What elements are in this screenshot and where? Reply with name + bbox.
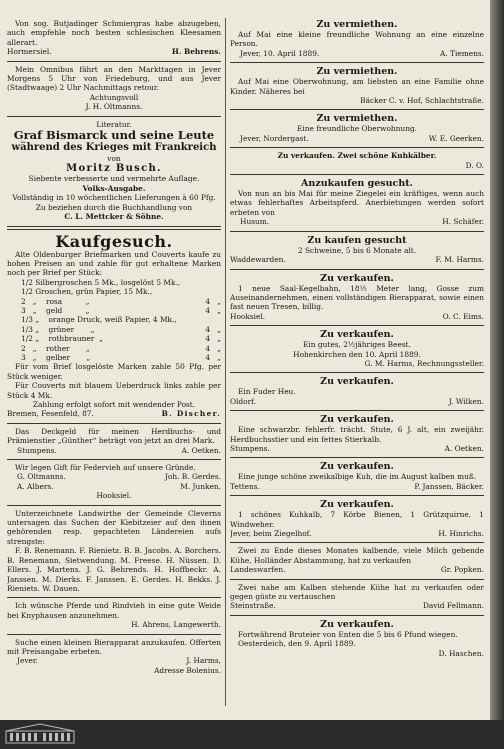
separator [230, 147, 484, 148]
viewer-footer [0, 720, 504, 749]
ad-signature: F. M. Harms. [435, 255, 484, 265]
price-item: 1/3 „ grüner „ [21, 324, 95, 334]
ad-place: Steinstraße. [230, 601, 276, 611]
ad-schweine [230, 234, 484, 267]
price-row [7, 297, 221, 306]
ad-signature: H. Hinrichs. [438, 529, 484, 538]
price-value: 4 „ [205, 352, 221, 362]
ad-date: Hohenkirchen den 10. April 1889. [293, 349, 421, 359]
page-edge-shadow [490, 0, 504, 720]
ad-signature: H. Schäfer. [442, 217, 484, 227]
book-line1: Vollständig in 10 wöchentlichen Lieferungen à 60 Pfg. [12, 193, 216, 203]
ad-text-2: Für vom Brief losgelöste Marken zahle 50 Pfg. per Stück weniger. [7, 362, 221, 381]
ad-signature: W. E. Geerken. [428, 133, 484, 143]
price-row [7, 344, 221, 353]
book-dealer: C. L. Mettcker & Söhne. [64, 212, 164, 222]
ad-place: Jever, beim Ziegelhof. [230, 529, 312, 538]
ad-signature: Joh. B. Gerdes. [164, 472, 221, 482]
ad-heading: Zu verkaufen. [320, 499, 394, 511]
ad-kuhkaelber [230, 150, 484, 172]
price-item: 1/2 Silbergroschen 5 Mk., losgelöst 5 Mk., [21, 277, 181, 287]
price-row [7, 334, 221, 343]
ad-signatures: F. B. Renemann. F. Rienietz. B. B. Jacobs. A. Borchers. B. Renemann, Sietwendung. M. Freese. H. Nüssen. D. Ellers. J. Martens. J. G. Behrends. H. Hoffbeckr. A. Janssen. M. Dierks. F. Janssen. E. Gerdes. H. Bekks. J. Rieniets. W. Dauen. [7, 546, 221, 593]
ad-text: Eine junge schöne zweikalbige Kuh, die im August kalben muß. [238, 472, 477, 482]
separator [7, 423, 221, 424]
ad-verm1 [230, 18, 484, 60]
ad-heading: Zu vermiethen. [316, 66, 398, 78]
ad-heu [230, 375, 484, 408]
separator [7, 459, 221, 460]
ad-text: Fortwährend Bruteier von Enten die 5 bis 6 Pfund wiegen. [238, 629, 458, 639]
price-item: 2 „ rosa „ [21, 296, 90, 306]
separator [230, 372, 484, 373]
ad-signature: D. Haschen. [438, 648, 484, 658]
ad-signature: A. Oetken. [181, 445, 221, 455]
ad-text: Das Deckgeld für meinen Herdbuchs- und Prämienstier „Günther“ beträgt von jetzt an drei Mark. [7, 426, 221, 446]
ad-kuhkalb [230, 498, 484, 540]
ad-closing: Achtungsvoll [89, 92, 139, 102]
ad-bierapparat [7, 637, 221, 678]
ad-text-4: Zahlung erfolgt sofort mit wendender Post. [32, 400, 196, 409]
ad-heading: Zu verkaufen. [320, 329, 394, 341]
price-value: 4 „ [205, 334, 221, 344]
ad-text: Zwei nahe am Kalben stehende Kühe hat zu verkaufen oder gegen güste zu vertauschen [230, 582, 484, 602]
price-item: 1/2 Groschen, grün Papier, 15 Mk., [21, 287, 153, 297]
book-subtitle: während des Krieges mit Frankreich [11, 142, 217, 154]
ad-text: 1 schönes Kuhkalb, 7 Körbe Bienen, 1 Grützquirne, 1 Windweher. [230, 510, 484, 529]
ad-heading: Zu verkaufen. [320, 461, 394, 473]
ad-bismarck [7, 119, 221, 224]
ad-text: Zu verkaufen. Zwei schöne Kuhkälber. [277, 151, 437, 161]
ad-signature: A. Oetken. [444, 443, 484, 453]
ad-place: Hooksiel. [96, 491, 132, 501]
ad-text: Ein gutes, 2½jähriges Beest. [303, 340, 411, 350]
ad-kaufgesuch [7, 232, 221, 421]
ad-signature: H. Ahrens, Langewerth. [131, 620, 221, 630]
ad-text: Von nun an bis Mai für meine Ziegelei ein kräftiges, wenn auch etwas fehlerhaftes Arbeitspferd. Anerbietungen werden sofort erbeten von [230, 189, 484, 217]
ad-text: Unterzeichnete Landwirthe der Gemeinde Cleverns untersagen das Suchen der Kiebitzeier auf den ihnen gehörenden resp. gepachteten Ländereien aufs strengste: [7, 508, 221, 546]
separator [230, 579, 484, 580]
ad-text: Ich wünsche Pferde und Rindvieh in eine gute Weide bei Knyphausen anzunehmen. [7, 601, 221, 620]
ad-place: Waddewarden. [230, 255, 286, 265]
ad-stute [230, 413, 484, 455]
ad-vieh [7, 600, 221, 631]
separator [230, 495, 484, 496]
ad-verm3 [230, 112, 484, 145]
ad-signature: G. Oltmanns. [17, 472, 66, 482]
separator [230, 231, 484, 232]
separator [230, 109, 484, 110]
ad-place: Oldorf. [230, 396, 256, 406]
ad-signature: J. H. Oltmanns. [85, 102, 143, 112]
ad-text: Zwei zu Ende dieses Monates kalbende, viele Milch gebende Kühe, Holländer Abstammung, hat zu verkaufen [230, 546, 484, 565]
separator [230, 174, 484, 175]
ad-signature: David Fellmann. [422, 601, 484, 611]
price-row [7, 315, 221, 324]
ad-kalbern [230, 582, 484, 613]
ad-verm2 [230, 65, 484, 107]
ad-signature: P. Janssen, Bäcker. [414, 481, 484, 491]
ad-place: Hooksiel. [230, 311, 266, 321]
ad-signature: A. Albers. [17, 481, 54, 491]
ad-signature: J. Wilken. [448, 396, 484, 406]
ad-text: Eine schwarzbr. fehlerfr. trächt. Stute, 6 J. alt, ein zweijähr. Herdbuchsstier und ein fettes Stierkalb. [230, 425, 484, 444]
ad-heading: Kaufgesuch. [55, 231, 173, 251]
ad-gift [7, 462, 221, 503]
separator [230, 615, 484, 616]
ad-signature: Bäcker C. v. Hof, Schlachtstraße. [360, 96, 484, 106]
column-divider [225, 18, 226, 706]
ad-place: Stumpens. [230, 443, 270, 453]
ad-text: Mein Omnibus fährt an den Markttagen in Jever Morgens 5 Uhr von Friedeburg, und aus Jever (Stadtwaage) 2 Uhr Nachmittags retour. [7, 64, 221, 93]
price-row [7, 287, 221, 296]
ad-signature: O. C. Eims. [442, 311, 484, 321]
ad-heading: Anzukaufen gesucht. [301, 178, 413, 190]
ad-place: Husum. [240, 217, 270, 227]
ad-place: Stumpens. [17, 445, 57, 455]
price-row [7, 278, 221, 287]
ad-heading: Zu verkaufen. [320, 618, 394, 630]
ad-kegelbahn [230, 272, 484, 324]
separator [7, 597, 221, 598]
ad-signature: H. Behrens. [171, 47, 221, 57]
ad-place: Jever. [17, 656, 38, 666]
double-separator [7, 226, 221, 230]
separator [7, 634, 221, 635]
right-column [230, 18, 484, 708]
ad-heading: Zu verkaufen. [320, 414, 394, 426]
library-building-icon [4, 723, 76, 745]
ad-quene [230, 460, 484, 493]
book-author: Moritz Busch. [66, 162, 162, 174]
separator [7, 505, 221, 506]
ad-place: Tettens. [230, 481, 260, 491]
separator [230, 542, 484, 543]
ad-text: Suche einen kleinen Bierapparat anzukaufen. Offerten mit Preisangabe erbeten. [7, 637, 221, 656]
ad-beest [230, 328, 484, 370]
price-value: 4 „ [205, 343, 221, 353]
price-item: 1/2 „ rothbrauner „ [21, 334, 103, 344]
ad-schmiergras [7, 18, 221, 59]
separator [7, 116, 221, 117]
ad-place: Hormersiel. [7, 47, 52, 57]
ad-heading: Zu kaufen gesucht [307, 234, 407, 246]
separator [230, 410, 484, 411]
ad-anzukaufen [230, 177, 484, 229]
separator [7, 61, 221, 62]
price-row [7, 325, 221, 334]
price-item: 3 „ gelber „ [21, 352, 91, 362]
ad-place: Jever, Nordergast. [240, 133, 309, 143]
price-item: 2 „ rother „ [21, 343, 90, 353]
ad-milch [230, 545, 484, 576]
book-edition: Siebente verbesserte und vermehrte Auflage. [28, 174, 200, 184]
price-list [7, 278, 221, 363]
book-volksausgabe: Volks-Ausgabe. [82, 183, 146, 193]
separator [230, 62, 484, 63]
ad-kiebitz [7, 508, 221, 596]
ad-heading: Zu verkaufen. [320, 272, 394, 284]
ad-omnibus [7, 64, 221, 114]
ad-signature: B. Discher. [161, 409, 221, 419]
ad-heading: Zu vermiethen. [316, 19, 398, 30]
book-line2: Zu beziehen durch die Buchhandlung von [35, 202, 193, 212]
separator [230, 269, 484, 270]
ad-heading: Zu vermiethen. [316, 113, 398, 125]
ad-enten [230, 618, 484, 660]
price-value: 4 „ [205, 305, 221, 315]
ad-text: 2 Schweine, 5 bis 6 Monate alt. [297, 245, 417, 255]
book-title: Graf Bismarck und seine Leute [13, 128, 215, 143]
ad-signature: A. Tiemens. [440, 48, 484, 58]
ad-signature: D. O. [465, 160, 484, 170]
ad-text: Ein Fuder Heu. [238, 387, 296, 397]
ad-signature: M. Junken. [180, 481, 221, 491]
price-value: 4 „ [205, 296, 221, 306]
separator [230, 325, 484, 326]
left-column [7, 18, 221, 708]
separator [230, 457, 484, 458]
ad-heading: Zu verkaufen. [320, 376, 394, 388]
price-value: 4 „ [205, 324, 221, 334]
ad-signature: G. M. Harms, Rechnungssteller. [364, 358, 484, 368]
ad-text: Von sog. Butjadinger Schmiergras habe abzugeben, auch empfehle noch besten schlesischen Kleesamen allerart. [7, 19, 221, 47]
ad-deckgeld [7, 426, 221, 457]
price-item: 1/3 „ orange Druck, weiß Papier, 4 Mk., [21, 315, 177, 325]
ad-place: Landeswarfen. [230, 565, 286, 575]
ad-text: Alte Oldenburger Briefmarken und Couverts kaufe zu hohen Preisen an und zahle für gut erhaltene Marken noch per Brief per Stück: [7, 249, 221, 278]
ad-text: Auf Mai eine Oberwohnung, am liebsten an eine Familie ohne Kinder. Näheres bei [230, 77, 484, 96]
price-row [7, 306, 221, 315]
book-von: von [107, 153, 121, 163]
ad-text: 1 neue Saal-Kegelbahn, 18½ Meter lang, Gosse zum Auseinandernehmen, einen vollständigen Bierapparat, sowie einen fast neuen Tresen, billig. [230, 283, 484, 312]
ad-signature: J. Harms, [186, 656, 221, 666]
ad-date: Jever, 10. April 1889. [240, 48, 320, 58]
price-item: 3 „ geld „ [21, 305, 90, 315]
ad-date: Oesterdeich, den 9. April 1889. [238, 639, 356, 649]
ad-text: Wir legen Gift für Federvieh auf unsere Gründe. [15, 463, 196, 473]
price-row [7, 353, 221, 362]
ad-address: Adresse Bolenius. [154, 665, 221, 675]
ad-text: Eine freundliche Oberwohnung. [296, 124, 418, 134]
ad-kicker: Literatur. [96, 119, 132, 129]
ad-text-3: Für Couverts mit blauem Ueberdruck links zahle per Stück 4 Mk. [7, 381, 221, 400]
ad-signature: Gr. Popken. [440, 565, 484, 575]
ad-text: Auf Mai eine kleine freundliche Wohnung an eine einzelne Person. [230, 30, 484, 49]
ad-place: Bremen, Fesenfeld, 87. [7, 409, 94, 419]
